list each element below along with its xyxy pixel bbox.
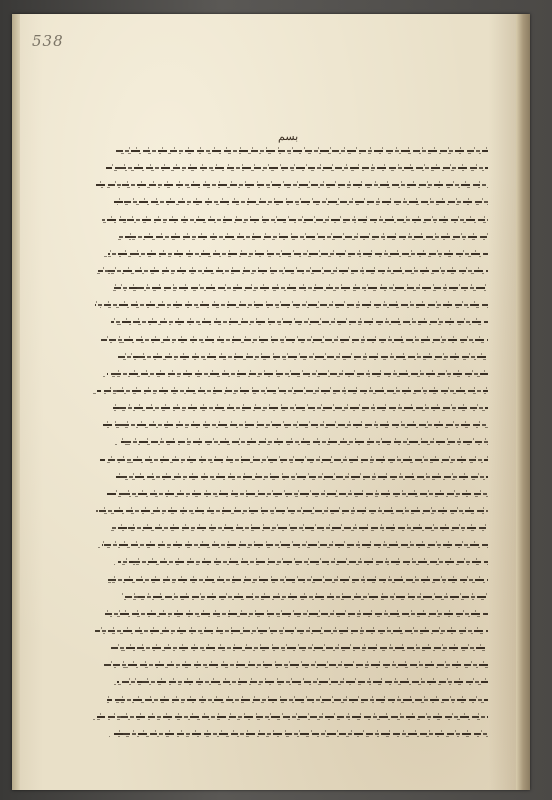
ink-stroke (101, 664, 488, 666)
manuscript-line (106, 283, 488, 293)
ink-stroke (98, 387, 488, 389)
ink-stroke (102, 219, 488, 221)
ink-stroke (96, 301, 488, 303)
ink-stroke (112, 527, 488, 529)
ink-stroke (105, 613, 488, 615)
ink-stroke (108, 370, 488, 372)
ink-stroke (98, 713, 488, 715)
ink-stroke (121, 153, 488, 154)
ink-stroke (96, 184, 488, 186)
ink-stroke (113, 733, 488, 735)
ink-stroke (101, 513, 488, 514)
ink-stroke (114, 404, 488, 406)
ink-stroke (108, 696, 488, 698)
ink-stroke (114, 730, 488, 732)
ink-stroke (101, 187, 488, 188)
ink-stroke (109, 576, 488, 578)
manuscript-line (95, 300, 488, 310)
ink-stroke (111, 170, 488, 171)
ink-stroke (124, 596, 488, 598)
ink-stroke (111, 438, 488, 440)
ink-stroke (100, 459, 488, 461)
ink-stroke (119, 233, 488, 235)
ink-stroke (116, 324, 488, 325)
ink-stroke (100, 307, 488, 308)
ink-stroke (118, 353, 488, 355)
manuscript-line (115, 472, 488, 482)
manuscript-line (105, 163, 488, 173)
ink-stroke (95, 304, 488, 306)
manuscript-page (12, 14, 530, 790)
manuscript-line (116, 146, 488, 156)
ink-stroke (109, 736, 488, 737)
ink-stroke (120, 599, 488, 600)
ink-stroke (106, 167, 488, 169)
ink-stroke (112, 644, 488, 646)
ink-stroke (112, 318, 488, 320)
ink-stroke (118, 561, 488, 563)
ink-stroke (117, 356, 488, 358)
ink-stroke (96, 510, 488, 512)
ink-stroke (101, 456, 488, 458)
manuscript-line (98, 215, 488, 225)
ink-stroke (97, 507, 488, 509)
ink-stroke (104, 421, 488, 423)
ink-stroke (121, 479, 488, 480)
ink-stroke (100, 633, 488, 634)
ink-stroke (117, 681, 488, 683)
ink-stroke (116, 650, 488, 651)
header-word: بسم (278, 130, 299, 143)
ink-stroke (119, 441, 488, 443)
manuscript-line (106, 729, 488, 739)
manuscript-line (91, 266, 488, 276)
ink-stroke (106, 667, 488, 668)
manuscript-line (96, 420, 488, 430)
ink-stroke (118, 678, 488, 680)
manuscript-line (101, 575, 488, 585)
ink-stroke (104, 256, 488, 257)
ink-stroke (114, 564, 488, 565)
ink-stroke (106, 342, 488, 343)
page-fore-edge (516, 14, 530, 790)
manuscript-line (102, 249, 488, 259)
ink-stroke (114, 239, 488, 240)
manuscript-line (93, 506, 488, 516)
ink-stroke (108, 579, 488, 581)
ink-stroke (111, 496, 488, 497)
ink-stroke (106, 284, 488, 286)
ink-stroke (110, 616, 488, 617)
ink-stroke (109, 250, 488, 252)
ink-stroke (107, 490, 488, 492)
ink-stroke (117, 204, 488, 205)
ink-stroke (97, 181, 488, 183)
ink-stroke (115, 444, 488, 445)
ink-stroke (104, 582, 488, 583)
ink-stroke (97, 716, 488, 718)
ink-stroke (113, 524, 488, 526)
ink-stroke (102, 544, 488, 546)
ink-stroke (111, 321, 488, 323)
manuscript-line (102, 695, 488, 705)
ink-stroke (96, 627, 488, 629)
ink-stroke (106, 493, 488, 495)
ink-stroke (97, 390, 488, 392)
manuscript-line (113, 677, 488, 687)
ink-stroke (111, 647, 488, 649)
ink-stroke (93, 719, 488, 720)
ink-stroke (122, 359, 488, 360)
manuscript-line (92, 386, 488, 396)
manuscript-line (114, 352, 488, 362)
manuscript-line (113, 232, 488, 242)
ink-stroke (103, 216, 488, 218)
ink-stroke (109, 410, 488, 411)
ink-stroke (103, 541, 488, 543)
manuscript-line (97, 540, 488, 550)
manuscript-line (111, 437, 488, 447)
ink-stroke (113, 684, 488, 685)
ink-stroke (93, 393, 488, 394)
ink-stroke (103, 702, 488, 703)
ink-stroke (114, 287, 488, 289)
manuscript-text-block (90, 146, 488, 746)
manuscript-line (100, 455, 488, 465)
ink-stroke (99, 427, 488, 428)
ink-stroke (98, 222, 488, 223)
ink-stroke (119, 558, 488, 560)
ink-stroke (95, 630, 488, 632)
manuscript-line (110, 317, 488, 327)
ink-stroke (102, 661, 488, 663)
ink-stroke (98, 270, 488, 272)
ink-stroke (107, 373, 488, 375)
manuscript-line (103, 369, 488, 379)
manuscript-line (91, 712, 488, 722)
ink-stroke (107, 699, 488, 701)
ink-stroke (108, 253, 488, 255)
ink-stroke (103, 376, 488, 377)
manuscript-line (94, 180, 488, 190)
page-binding-edge (12, 14, 20, 790)
manuscript-line (98, 660, 488, 670)
page-number: 538 (32, 32, 64, 50)
ink-stroke (117, 147, 488, 149)
ink-stroke (102, 336, 488, 338)
manuscript-line (105, 609, 488, 619)
ink-stroke (103, 424, 488, 426)
manuscript-line (94, 626, 488, 636)
manuscript-line (109, 643, 488, 653)
ink-stroke (99, 267, 488, 269)
manuscript-line (108, 523, 488, 533)
ink-stroke (116, 593, 488, 595)
ink-stroke (94, 273, 488, 274)
ink-stroke (113, 407, 488, 409)
ink-stroke (117, 473, 488, 475)
manuscript-line (107, 403, 488, 413)
manuscript-line (116, 592, 488, 602)
ink-stroke (112, 201, 488, 203)
ink-stroke (105, 462, 488, 463)
ink-stroke (110, 290, 488, 291)
manuscript-line (112, 557, 488, 567)
ink-stroke (98, 547, 488, 548)
ink-stroke (116, 150, 488, 152)
ink-stroke (118, 236, 488, 238)
ink-stroke (106, 610, 488, 612)
ink-stroke (116, 476, 488, 478)
ink-stroke (107, 164, 488, 166)
ink-stroke (108, 530, 488, 531)
manuscript-line (99, 335, 488, 345)
manuscript-line (109, 197, 488, 207)
ink-stroke (113, 198, 488, 200)
manuscript-line (104, 489, 488, 499)
ink-stroke (101, 339, 488, 341)
